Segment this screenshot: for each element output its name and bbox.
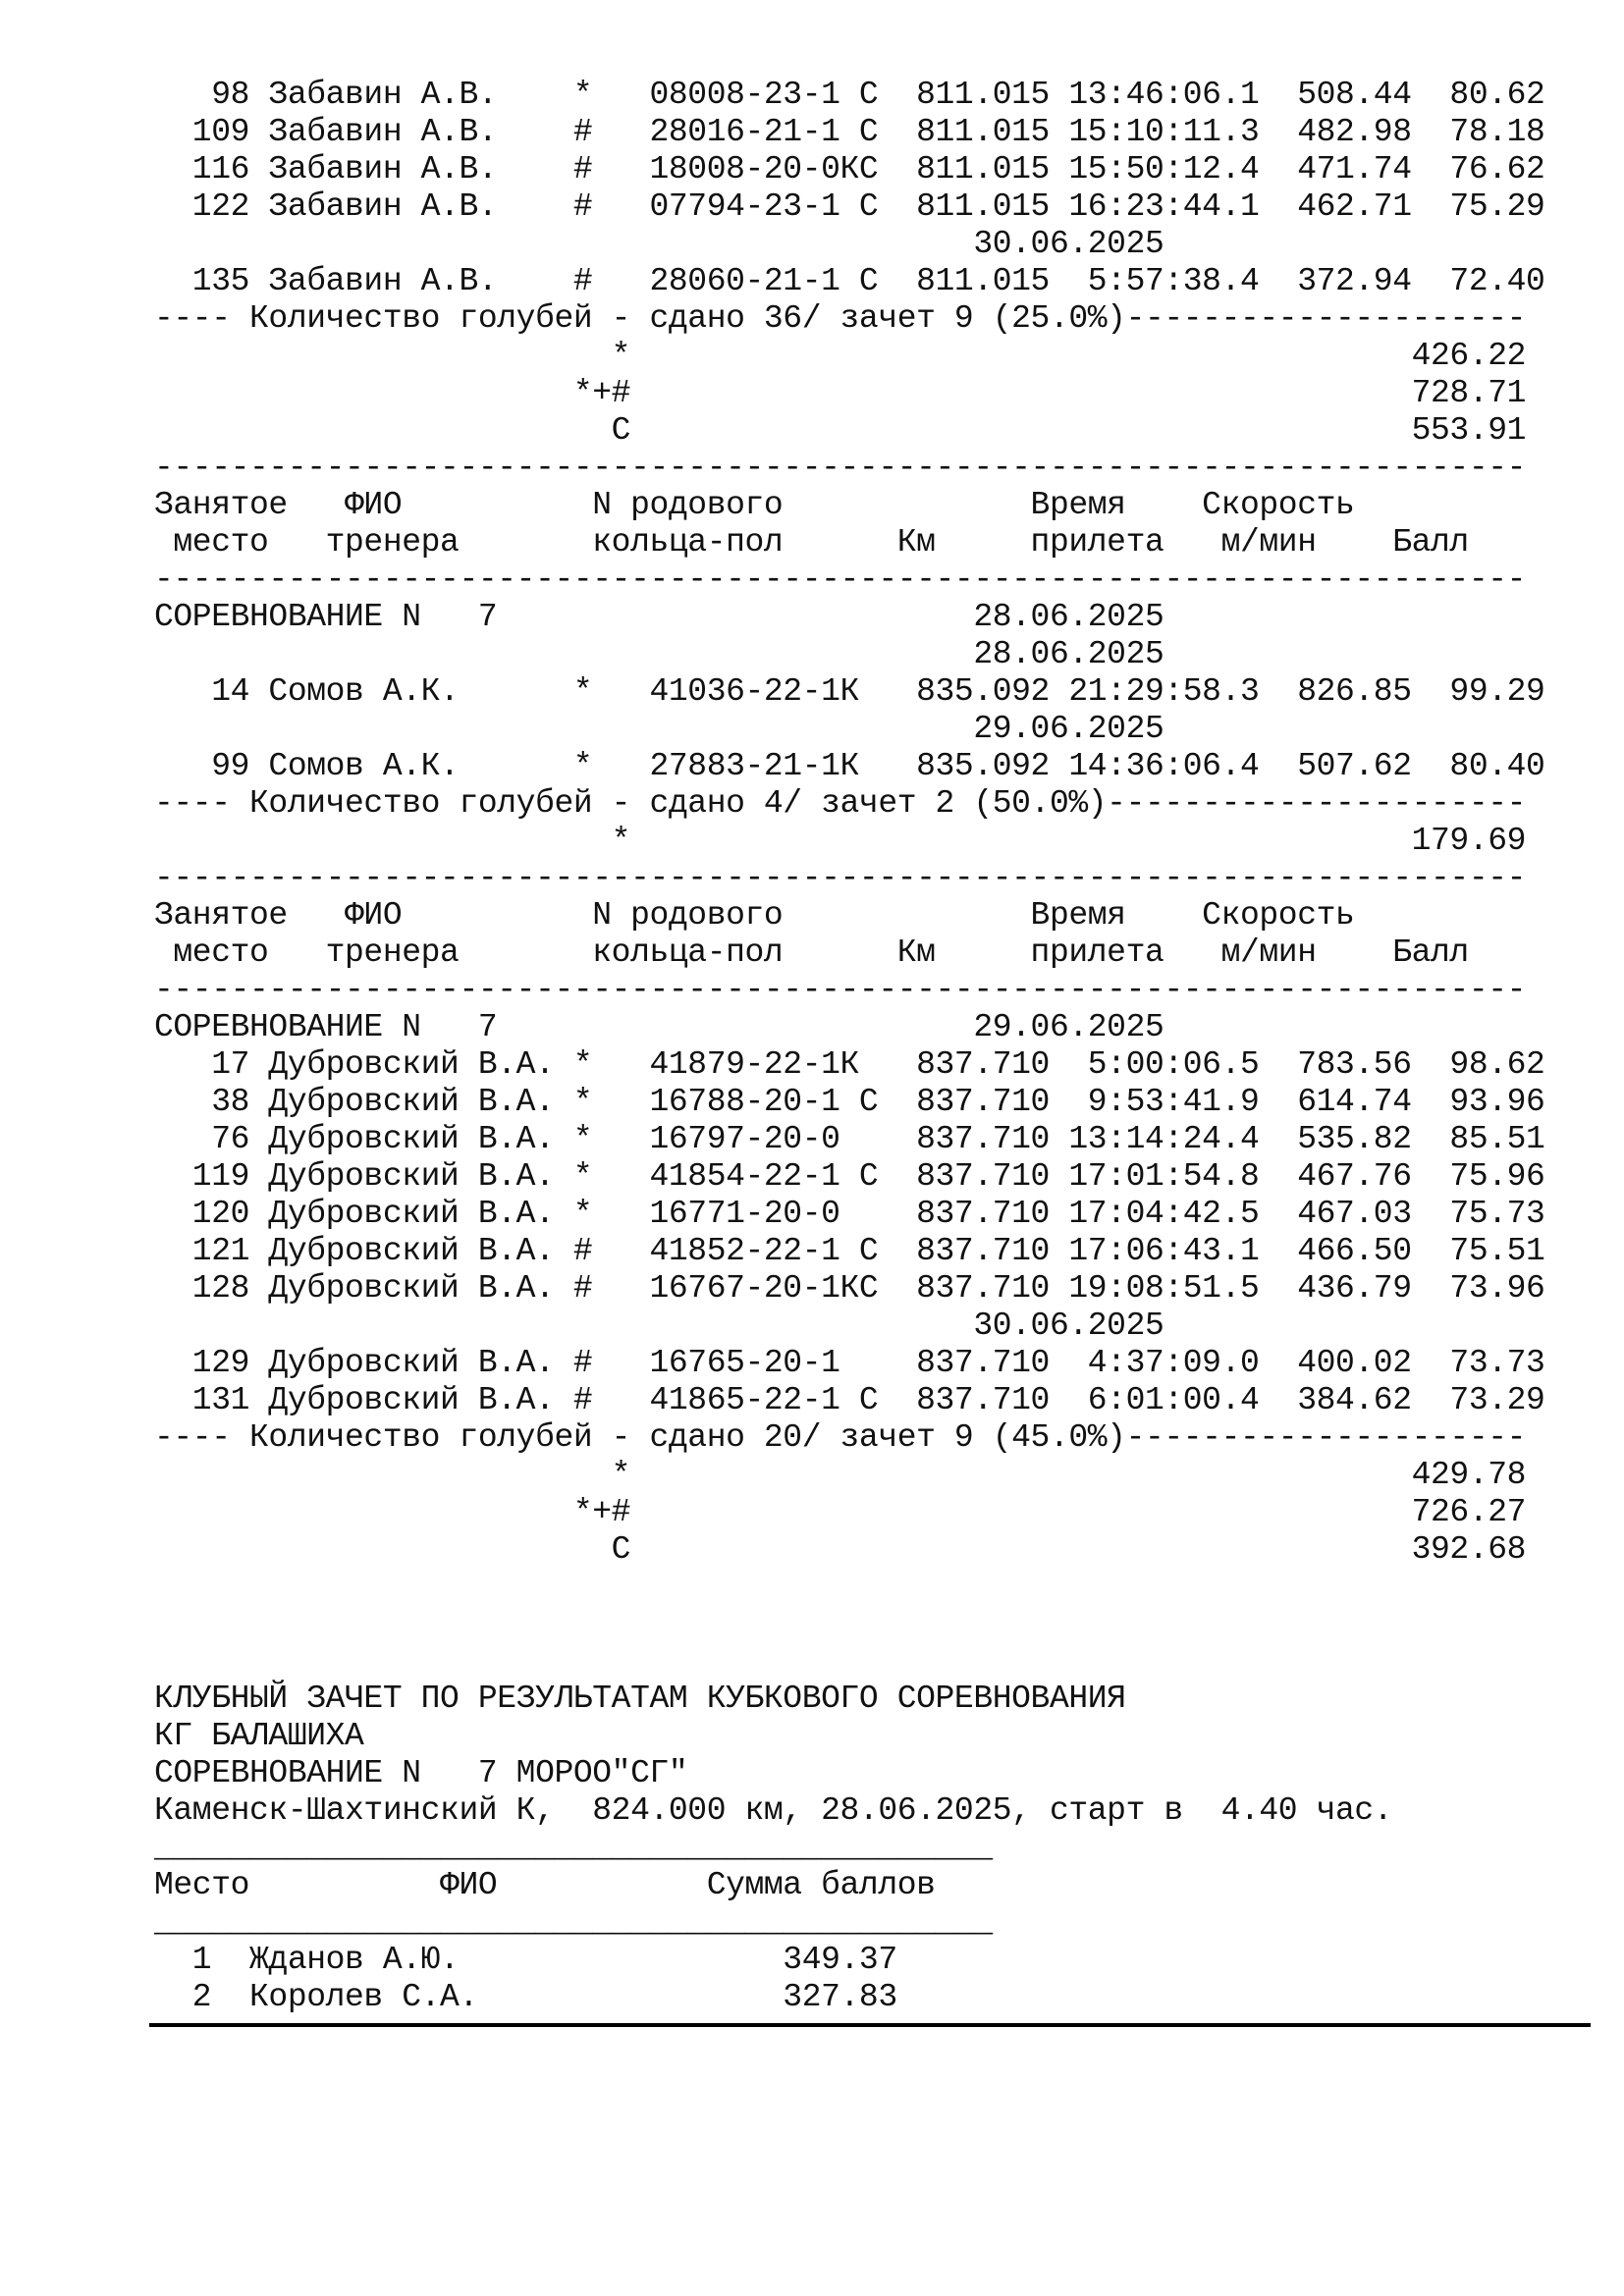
printout-line: 120 Дубровский В.А. * 16771-20-0 837.710 17:04:42.5 467.03 75.73 (154, 1196, 1545, 1232)
race-results-printout (154, 77, 1544, 2016)
printout-line: Занятое ФИО N родового Время Скорость (154, 487, 1355, 523)
printout-line: ---- Количество голубей - сдано 20/ зачет 9 (45.0%)--------------------- (154, 1419, 1527, 1456)
printout-line: 119 Дубровский В.А. * 41854-22-1 С 837.710 17:01:54.8 467.76 75.96 (154, 1158, 1545, 1195)
printout-line: Каменск-Шахтинский К, 824.000 км, 28.06.2025, старт в 4.40 час. (154, 1792, 1393, 1829)
printout-line: * 426.22 (154, 338, 1527, 374)
printout-line: место тренера кольца-пол Км прилета м/мин Балл (154, 524, 1469, 561)
printout-line: 28.06.2025 (154, 636, 1164, 672)
printout-line (154, 1569, 1544, 1606)
printout-line: 116 Забавин А.В. # 18008-20-0КС 811.015 15:50:12.4 471.74 76.62 (154, 151, 1545, 187)
printout-line: * 429.78 (154, 1457, 1527, 1493)
printout-line (154, 1643, 1544, 1681)
printout-line: *+# 728.71 (154, 375, 1527, 411)
printout-line: 121 Дубровский В.А. # 41852-22-1 С 837.710 17:06:43.1 466.50 75.51 (154, 1233, 1545, 1269)
printout-line (154, 1606, 1544, 1643)
printout-line: 76 Дубровский В.А. * 16797-20-0 837.710 13:14:24.4 535.82 85.51 (154, 1121, 1545, 1157)
printout-line: ---- Количество голубей - сдано 4/ зачет 2 (50.0%)---------------------- (154, 785, 1527, 822)
printout-line: 129 Дубровский В.А. # 16765-20-1 837.710 4:37:09.0 400.02 73.73 (154, 1345, 1545, 1381)
printout-line: ____________________________________________ (154, 1904, 993, 1941)
printout-line: КЛУБНЫЙ ЗАЧЕТ ПО РЕЗУЛЬТАТАМ КУБКОВОГО СОРЕВНОВАНИЯ (154, 1681, 1126, 1717)
printout-line: ------------------------------------------------------------------------ (154, 450, 1527, 486)
printout-line: 128 Дубровский В.А. # 16767-20-1КС 837.710 19:08:51.5 436.79 73.96 (154, 1270, 1545, 1307)
printout-line: место тренера кольца-пол Км прилета м/мин Балл (154, 934, 1469, 971)
printout-line: 109 Забавин А.В. # 28016-21-1 С 811.015 15:10:11.3 482.98 78.18 (154, 114, 1545, 150)
printout-line: *+# 726.27 (154, 1494, 1527, 1530)
printout-line: ____________________________________________ (154, 1830, 993, 1866)
printout-line: * 179.69 (154, 823, 1527, 859)
printout-line: С 392.68 (154, 1531, 1527, 1568)
printout-line: 98 Забавин А.В. * 08008-23-1 С 811.015 13:46:06.1 508.44 80.62 (154, 77, 1545, 113)
printout-line: 131 Дубровский В.А. # 41865-22-1 С 837.710 6:01:00.4 384.62 73.29 (154, 1382, 1545, 1418)
printout-line: 122 Забавин А.В. # 07794-23-1 С 811.015 16:23:44.1 462.71 75.29 (154, 188, 1545, 225)
bottom-rule (149, 2023, 1591, 2027)
printout-line: ------------------------------------------------------------------------ (154, 860, 1527, 896)
printout-line: 135 Забавин А.В. # 28060-21-1 С 811.015 5:57:38.4 372.94 72.40 (154, 263, 1545, 299)
printout-line: КГ БАЛАШИХА (154, 1718, 364, 1754)
printout-line: 30.06.2025 (154, 226, 1164, 262)
printout-line: Место ФИО Сумма баллов (154, 1867, 936, 1903)
printout-line: СОРЕВНОВАНИЕ N 7 29.06.2025 (154, 1009, 1164, 1045)
printout-line: С 553.91 (154, 412, 1527, 449)
printout-line: 29.06.2025 (154, 711, 1164, 747)
printout-line: ------------------------------------------------------------------------ (154, 561, 1527, 598)
printout-line: 2 Королев С.А. 327.83 (154, 1979, 897, 2015)
printout-line: ------------------------------------------------------------------------ (154, 972, 1527, 1008)
printout-line: СОРЕВНОВАНИЕ N 7 МОРОО"СГ" (154, 1755, 688, 1791)
printout-line: 17 Дубровский В.А. * 41879-22-1К 837.710 5:00:06.5 783.56 98.62 (154, 1046, 1545, 1083)
printout-line: СОРЕВНОВАНИЕ N 7 28.06.2025 (154, 599, 1164, 635)
printout-line: Занятое ФИО N родового Время Скорость (154, 897, 1355, 934)
printout-line: ---- Количество голубей - сдано 36/ зачет 9 (25.0%)--------------------- (154, 300, 1527, 337)
printout-line: 14 Сомов А.К. * 41036-22-1К 835.092 21:29:58.3 826.85 99.29 (154, 673, 1545, 710)
printout-line: 30.06.2025 (154, 1308, 1164, 1344)
printout-line: 99 Сомов А.К. * 27883-21-1К 835.092 14:36:06.4 507.62 80.40 (154, 748, 1545, 784)
printout-line: 1 Жданов А.Ю. 349.37 (154, 1942, 897, 1978)
printout-line: 38 Дубровский В.А. * 16788-20-1 С 837.710 9:53:41.9 614.74 93.96 (154, 1084, 1545, 1120)
